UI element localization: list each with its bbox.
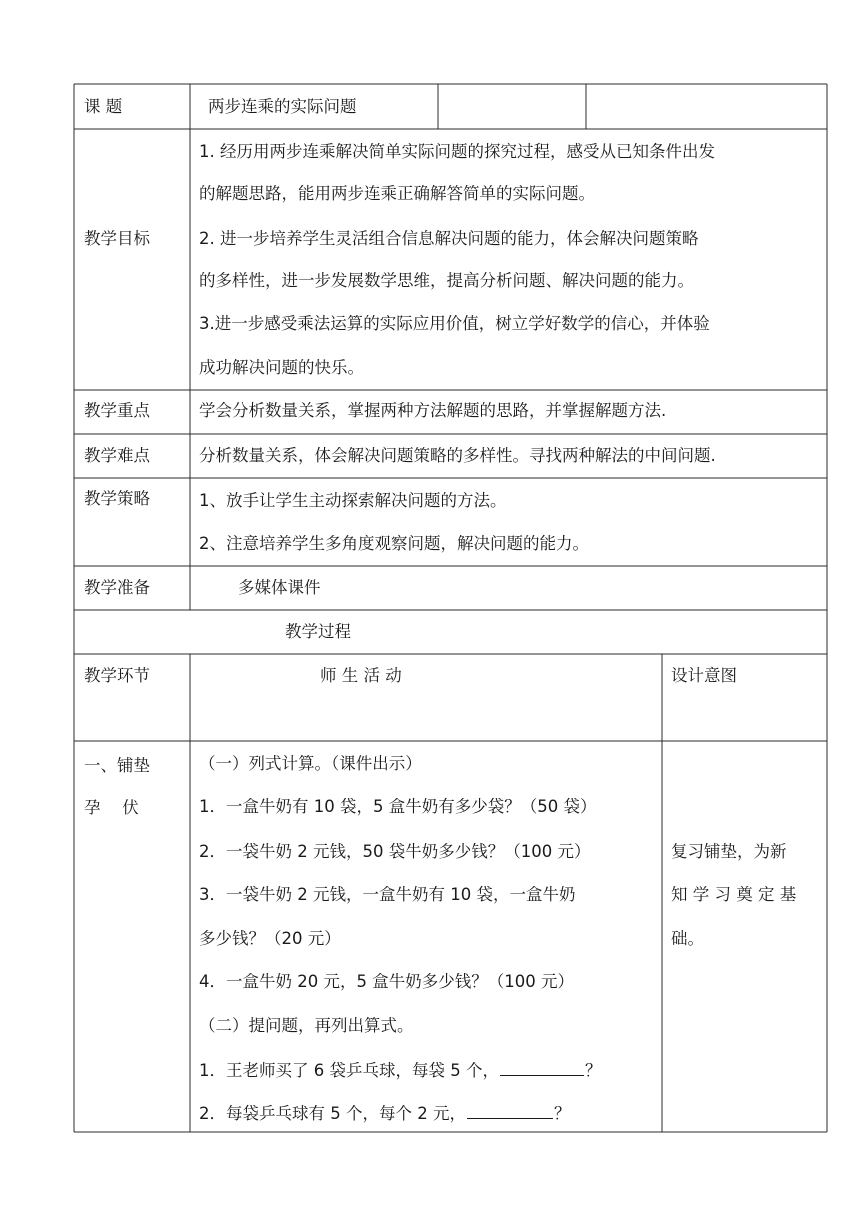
column-stage: 教学环节 [84, 666, 150, 685]
activity-line: （一）列式计算。（课件出示） [199, 754, 422, 773]
topic-label: 课 题 [84, 97, 123, 116]
fill-question-1 [199, 1059, 601, 1081]
goals-line: 成功解决问题的快乐。 [199, 358, 364, 377]
intent-line: 础。 [671, 929, 704, 948]
fill-question-1-end: ？ [584, 1061, 602, 1080]
strategy-line: 1、放手让学生主动探索解决问题的方法。 [199, 491, 507, 510]
topic-value: 两步连乘的实际问题 [208, 97, 357, 116]
goals-line: 的解题思路，能用两步连乘正确解答简单的实际问题。 [199, 184, 595, 203]
column-intent: 设计意图 [671, 666, 737, 685]
fill-question-2-end: ？ [553, 1104, 571, 1123]
intent-line: 知 学 习 奠 定 基 [671, 885, 797, 904]
fill-question-2-text: 2．每袋乒乓球有 5 个，每个 2 元， [199, 1104, 466, 1123]
goals-label: 教学目标 [84, 229, 150, 248]
goals-line: 3.进一步感受乘法运算的实际应用价值，树立学好数学的信心，并体验 [199, 314, 710, 333]
strategy-line: 2、注意培养学生多角度观察问题，解决问题的能力。 [199, 534, 589, 553]
key-points-text: 学会分析数量关系，掌握两种方法解题的思路，并掌握解题方法. [199, 401, 667, 420]
key-points-label: 教学重点 [84, 401, 150, 420]
answer-blank-2 [467, 1102, 553, 1119]
preparation-label: 教学准备 [84, 578, 150, 597]
activity-line: 1．一盒牛奶有 10 袋，5 盒牛奶有多少袋？（50 袋） [199, 797, 597, 816]
strategy-label: 教学策略 [84, 489, 150, 508]
stage-name: 一、铺垫 [84, 756, 150, 775]
answer-blank-1 [500, 1059, 584, 1076]
preparation-text: 多媒体课件 [238, 578, 321, 597]
process-title: 教学过程 [285, 622, 351, 641]
difficulties-text: 分析数量关系，体会解决问题策略的多样性。寻找两种解法的中间问题. [199, 446, 716, 465]
stage-name: 孕 伏 [84, 798, 139, 817]
goals-line: 2. 进一步培养学生灵活组合信息解决问题的能力，体会解决问题策略 [199, 229, 699, 248]
goals-line: 的多样性，进一步发展数学思维，提高分析问题、解决问题的能力。 [199, 271, 694, 290]
column-activity: 师 生 活 动 [320, 666, 402, 685]
activity-line: （二）提问题，再列出算式。 [199, 1016, 414, 1035]
difficulties-label: 教学难点 [84, 446, 150, 465]
activity-line: 多少钱？（20 元） [199, 929, 341, 948]
intent-line: 复习铺垫，为新 [671, 842, 787, 861]
activity-line: 2．一袋牛奶 2 元钱，50 袋牛奶多少钱？（100 元） [199, 842, 591, 861]
activity-line: 4．一盒牛奶 20 元，5 盒牛奶多少钱？（100 元） [199, 972, 574, 991]
activity-line: 3．一袋牛奶 2 元钱，一盒牛奶有 10 袋，一盒牛奶 [199, 885, 576, 904]
goals-line: 1. 经历用两步连乘解决简单实际问题的探究过程，感受从已知条件出发 [199, 142, 715, 161]
fill-question-2 [199, 1102, 570, 1124]
fill-question-1-text: 1．王老师买了 6 袋乒乓球，每袋 5 个， [199, 1061, 499, 1080]
